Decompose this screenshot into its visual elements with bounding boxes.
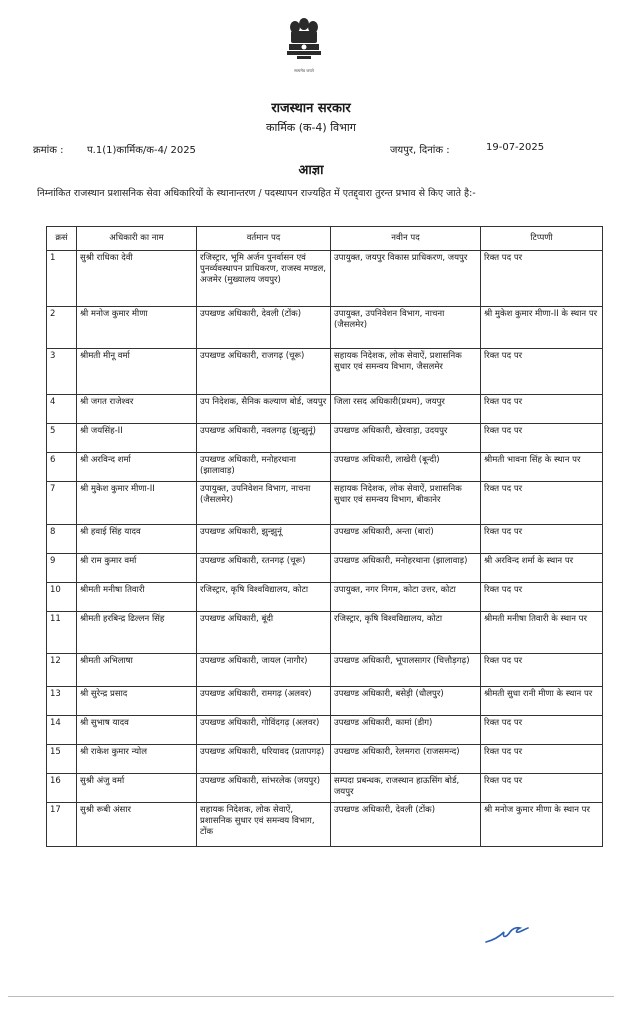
order-date: 19-07-2025 xyxy=(486,142,545,153)
cell-sno: 5 xyxy=(47,424,77,453)
cell-remark: रिक्त पद पर xyxy=(481,745,603,774)
cell-sno: 14 xyxy=(47,716,77,745)
table-row xyxy=(47,803,603,847)
cell-new-post: उपखण्ड अधिकारी, खेरवाड़ा, उदयपुर xyxy=(331,424,481,453)
cell-officer-name: श्री सुरेन्द्र प्रसाद xyxy=(77,687,197,716)
intro-paragraph: निम्नांकित राजस्थान प्रशासनिक सेवा अधिकारियों के स्थानान्तरण / पदस्थापन राज्यहित में एतद्द्वारा तुरन्त प्रभाव से किए जाते है:- xyxy=(37,188,476,199)
cell-sno: 13 xyxy=(47,687,77,716)
cell-officer-name: श्रीमती अभिलाषा xyxy=(77,654,197,687)
cell-sno: 7 xyxy=(47,482,77,525)
cell-remark: श्रीमती सुधा रानी मीणा के स्थान पर xyxy=(481,687,603,716)
cell-officer-name: श्रीमती मीनू वर्मा xyxy=(77,349,197,395)
cell-remark: रिक्त पद पर xyxy=(481,424,603,453)
page-bottom-rule xyxy=(8,996,614,997)
place-date-label: जयपुर, दिनांक : xyxy=(390,145,450,156)
cell-remark: श्रीमती भावना सिंह के स्थान पर xyxy=(481,453,603,482)
table-row xyxy=(47,554,603,583)
cell-new-post: रजिस्ट्रार, कृषि विश्वविद्यालय, कोटा xyxy=(331,612,481,654)
table-row xyxy=(47,654,603,687)
cell-officer-name: सुश्री अंजु वर्मा xyxy=(77,774,197,803)
column-header-name: अधिकारी का नाम xyxy=(77,227,197,251)
cell-current-post: उपखण्ड अधिकारी, झुन्झुनूं xyxy=(197,525,331,554)
cell-current-post: उपखण्ड अधिकारी, देवली (टोंक) xyxy=(197,307,331,349)
order-title: आज्ञा xyxy=(298,163,324,178)
cell-officer-name: श्री राकेश कुमार न्योल xyxy=(77,745,197,774)
table-row xyxy=(47,307,603,349)
cell-sno: 4 xyxy=(47,395,77,424)
cell-sno: 17 xyxy=(47,803,77,847)
cell-officer-name: सुश्री राधिका देवी xyxy=(77,251,197,307)
cell-sno: 15 xyxy=(47,745,77,774)
cell-new-post: उपखण्ड अधिकारी, देवली (टोंक) xyxy=(331,803,481,847)
cell-remark: रिक्त पद पर xyxy=(481,349,603,395)
cell-sno: 9 xyxy=(47,554,77,583)
cell-remark: श्रीमती मनीषा तिवारी के स्थान पर xyxy=(481,612,603,654)
cell-sno: 16 xyxy=(47,774,77,803)
cell-officer-name: श्री हवाई सिंह यादव xyxy=(77,525,197,554)
table-row xyxy=(47,745,603,774)
transfer-table xyxy=(46,226,603,847)
cell-current-post: उपखण्ड अधिकारी, बूंदी xyxy=(197,612,331,654)
table-header-row xyxy=(47,227,603,251)
cell-officer-name: श्री मुकेश कुमार मीणा-II xyxy=(77,482,197,525)
cell-sno: 2 xyxy=(47,307,77,349)
cell-new-post: उपखण्ड अधिकारी, मनोहरथाना (झालावाड़) xyxy=(331,554,481,583)
table-row xyxy=(47,453,603,482)
cell-sno: 3 xyxy=(47,349,77,395)
column-header-current-post: वर्तमान पद xyxy=(197,227,331,251)
cell-officer-name: श्री जगत राजेश्वर xyxy=(77,395,197,424)
cell-new-post: उपायुक्त, उपनिवेशन विभाग, नाचना (जैसलमेर) xyxy=(331,307,481,349)
cell-remark: रिक्त पद पर xyxy=(481,395,603,424)
cell-officer-name: श्री सुभाष यादव xyxy=(77,716,197,745)
cell-sno: 10 xyxy=(47,583,77,612)
cell-sno: 1 xyxy=(47,251,77,307)
table-row xyxy=(47,424,603,453)
cell-current-post: उपायुक्त, उपनिवेशन विभाग, नाचना (जैसलमेर) xyxy=(197,482,331,525)
cell-remark: श्री मनोज कुमार मीणा के स्थान पर xyxy=(481,803,603,847)
cell-remark: रिक्त पद पर xyxy=(481,525,603,554)
organization-title: राजस्थान सरकार xyxy=(271,101,351,116)
table-row xyxy=(47,716,603,745)
cell-sno: 6 xyxy=(47,453,77,482)
cell-remark: रिक्त पद पर xyxy=(481,716,603,745)
cell-current-post: उपखण्ड अधिकारी, जायल (नागौर) xyxy=(197,654,331,687)
table-row xyxy=(47,525,603,554)
emblem-caption: सत्यमेव जयते xyxy=(294,68,314,73)
cell-remark: श्री अरविन्द शर्मा के स्थान पर xyxy=(481,554,603,583)
cell-remark: रिक्त पद पर xyxy=(481,774,603,803)
cell-new-post: जिला रसद अधिकारी(प्रथम), जयपुर xyxy=(331,395,481,424)
table-row xyxy=(47,774,603,803)
cell-officer-name: श्री मनोज कुमार मीणा xyxy=(77,307,197,349)
table-row xyxy=(47,687,603,716)
cell-current-post: उपखण्ड अधिकारी, गोविंदगढ़ (अलवर) xyxy=(197,716,331,745)
cell-current-post: रजिस्ट्रार, कृषि विश्वविद्यालय, कोटा xyxy=(197,583,331,612)
cell-new-post: सम्पदा प्रबन्धक, राजस्थान हाऊसिंग बोर्ड, जयपुर xyxy=(331,774,481,803)
table-row xyxy=(47,251,603,307)
cell-sno: 11 xyxy=(47,612,77,654)
column-header-sno: क्रसं xyxy=(47,227,77,251)
cell-current-post: सहायक निदेशक, लोक सेवाऐं, प्रशासनिक सुधार एवं समन्वय विभाग, टोंक xyxy=(197,803,331,847)
cell-current-post: उपखण्ड अधिकारी, सांभरलेक (जयपुर) xyxy=(197,774,331,803)
column-header-remark: टिप्पणी xyxy=(481,227,603,251)
column-header-new-post: नवीन पद xyxy=(331,227,481,251)
cell-current-post: उपखण्ड अधिकारी, नवलगढ़ (झुन्झुनूं) xyxy=(197,424,331,453)
cell-sno: 8 xyxy=(47,525,77,554)
cell-new-post: उपायुक्त, नगर निगम, कोटा उत्तर, कोटा xyxy=(331,583,481,612)
table-row xyxy=(47,583,603,612)
cell-current-post: उपखण्ड अधिकारी, रामगढ़ (अलवर) xyxy=(197,687,331,716)
cell-new-post: सहायक निदेशक, लोक सेवाऐं, प्रशासनिक सुधार एवं समन्वय विभाग, बीकानेर xyxy=(331,482,481,525)
cell-new-post: उपखण्ड अधिकारी, लाखेरी (बून्दी) xyxy=(331,453,481,482)
cell-remark: रिक्त पद पर xyxy=(481,251,603,307)
order-number-label: क्रमांक : xyxy=(33,145,64,156)
cell-new-post: उपखण्ड अधिकारी, भूपालसागर (चित्तौड़गढ़) xyxy=(331,654,481,687)
cell-officer-name: श्री जयसिंह-II xyxy=(77,424,197,453)
cell-current-post: उपखण्ड अधिकारी, धरियावद (प्रतापगढ़) xyxy=(197,745,331,774)
department-title: कार्मिक (क-4) विभाग xyxy=(266,121,356,134)
order-number: प.1(1)कार्मिक/क-4/ 2025 xyxy=(87,145,196,156)
cell-new-post: उपखण्ड अधिकारी, अन्ता (बारां) xyxy=(331,525,481,554)
cell-sno: 12 xyxy=(47,654,77,687)
cell-current-post: उप निदेशक, सैनिक कल्याण बोर्ड, जयपुर xyxy=(197,395,331,424)
table-row xyxy=(47,395,603,424)
table-row xyxy=(47,349,603,395)
cell-current-post: रजिस्ट्रार, भूमि अर्जन पुनर्वासन एवं पुनर्व्यवस्थापन प्राधिकरण, राजस्व मण्डल, अजमेर (मुख्यालय जयपुर) xyxy=(197,251,331,307)
cell-officer-name: श्रीमती हरबिन्द्र ढिल्लन सिंह xyxy=(77,612,197,654)
cell-new-post: उपखण्ड अधिकारी, कामां (डीग) xyxy=(331,716,481,745)
cell-current-post: उपखण्ड अधिकारी, रतनगढ़ (चूरू) xyxy=(197,554,331,583)
table-row xyxy=(47,612,603,654)
cell-new-post: उपायुक्त, जयपुर विकास प्राधिकरण, जयपुर xyxy=(331,251,481,307)
cell-new-post: उपखण्ड अधिकारी, रेलमगरा (राजसमन्द) xyxy=(331,745,481,774)
cell-officer-name: श्री अरविन्द शर्मा xyxy=(77,453,197,482)
cell-remark: रिक्त पद पर xyxy=(481,482,603,525)
cell-current-post: उपखण्ड अधिकारी, राजगढ़ (चूरू) xyxy=(197,349,331,395)
cell-new-post: सहायक निदेशक, लोक सेवाऐं, प्रशासनिक सुधार एवं समन्वय विभाग, जैसलमेर xyxy=(331,349,481,395)
handwritten-signature-icon xyxy=(482,920,532,948)
cell-remark: रिक्त पद पर xyxy=(481,583,603,612)
cell-officer-name: श्रीमती मनीषा तिवारी xyxy=(77,583,197,612)
table-row xyxy=(47,482,603,525)
cell-officer-name: श्री राम कुमार वर्मा xyxy=(77,554,197,583)
cell-new-post: उपखण्ड अधिकारी, बसेड़ी (धौलपुर) xyxy=(331,687,481,716)
cell-remark: श्री मुकेश कुमार मीणा-II के स्थान पर xyxy=(481,307,603,349)
cell-remark: रिक्त पद पर xyxy=(481,654,603,687)
cell-current-post: उपखण्ड अधिकारी, मनोहरथाना (झालावाड़) xyxy=(197,453,331,482)
cell-officer-name: सुश्री रूबी अंसार xyxy=(77,803,197,847)
